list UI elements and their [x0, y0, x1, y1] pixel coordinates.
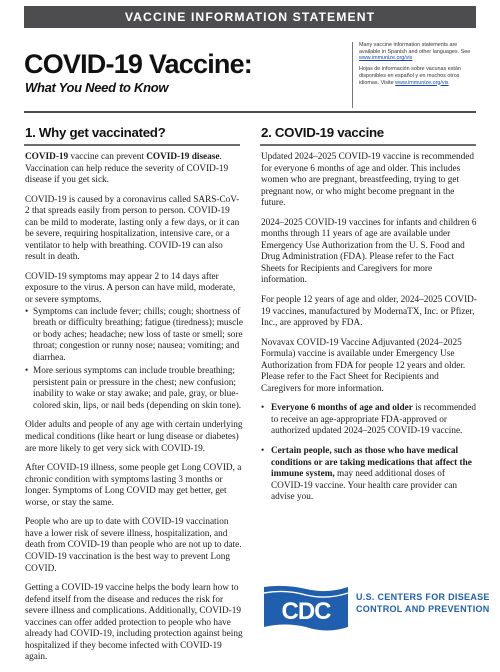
cdc-logo-icon	[264, 584, 348, 630]
list-item	[261, 403, 477, 438]
bold-text: Everyone 6 months of age and older	[271, 403, 413, 414]
section-2-heading: 2. COVID-19 vaccine	[261, 125, 384, 140]
cdc-name-line-1: U.S. CENTERS FOR DISEASE	[356, 592, 490, 602]
list-item: • More serious symptoms can include trouble breathing; persistent pain or pressure in the chest; new confusion; inability to wake or stay awake; and pale, gray, or blue-colored skin, lips, or nail beds (depending on skin tone).	[25, 366, 243, 412]
list-item	[261, 446, 477, 504]
section-1-divider	[24, 144, 240, 146]
section-1-body	[25, 152, 243, 672]
immunize-link-spanish[interactable]: www.immunize.org/vis	[395, 79, 449, 86]
cdc-logo-block	[264, 584, 490, 632]
body-text: vaccine can prevent	[68, 152, 147, 162]
bold-text: COVID-19 disease	[146, 152, 220, 162]
bold-text: COVID-19	[25, 152, 69, 162]
section-1-paragraph: People who are up to date with COVID-19 vaccination have a lower risk of severe illness, hospitalization, and death from COVID-19 than people who are not up to date. COVID-19 vaccination is the best way to prevent Long COVID.	[25, 517, 242, 574]
section-1-paragraph	[25, 152, 243, 187]
section-2-paragraph: Novavax COVID-19 Vaccine Adjuvanted (2024–2025 Formula) vaccine is available under Emergency Use Authorization from FDA for people 12 years and older. Please refer to the Fact Sheet for Recipients and Caregivers for more information.	[261, 337, 466, 394]
section-2-body	[261, 152, 477, 512]
body-text: may need additional doses of COVID-19 vaccine. Your health care provider can advise you.	[271, 469, 457, 503]
languages-note	[352, 42, 476, 108]
section-2-paragraph: 2024–2025 COVID-19 vaccines for infants and children 6 months through 11 years of age are available under Emergency Use Authorization from the U. S. Food and Drug Administration (FDA). Please refer to the Fact Sheets for Recipients and Caregivers for more information.	[261, 217, 477, 286]
english-note-text: Many vaccine information statements are available in Spanish and other languages. See	[359, 42, 471, 55]
languages-note-english	[359, 42, 476, 62]
body-text: . Vaccination can help reduce the severity of COVID-19 disease if you get sick.	[25, 152, 229, 186]
immunize-link-english[interactable]: www.immunize.org/vis	[359, 55, 413, 62]
recommendation-list	[261, 403, 477, 503]
cdc-name	[356, 591, 490, 615]
bold-text: Certain people, such as those who have medical conditions or are taking medications that affect the immune system,	[271, 446, 472, 480]
cdc-name-line-2: CONTROL AND PREVENTION	[356, 604, 490, 614]
section-1-paragraph: Older adults and people of any age with certain underlying medical conditions (like heart or lung disease or diabetes) are more likely to get very sick with COVID-19.	[25, 420, 243, 454]
vis-banner: VACCINE INFORMATION STATEMENT	[24, 6, 476, 28]
header-divider	[24, 111, 476, 113]
section-2-paragraph: Updated 2024–2025 COVID-19 vaccine is recommended for everyone 6 months of age and older. This includes women who are pregnant, breastfeeding, trying to get pregnant now, or who might become pregnant in the future.	[261, 152, 474, 209]
symptom-list	[25, 307, 243, 413]
section-1-paragraph: COVID-19 is caused by a coronavirus called SARS-CoV-2 that spreads easily from person to person. COVID-19 can be mild to moderate, lasting only a few days, or it can be severe, requiring hospitalization, intensive care, or a ventilator to help with breathing. COVID-19 can also result in death.	[25, 194, 240, 263]
section-1-paragraph: Getting a COVID-19 vaccine helps the body learn how to defend itself from the disease and reduces the risk for severe illness and complications. Additionally, COVID-19 vaccines can offer added protection to people who have already had COVID-19, including protection against being hospitalized if they become infected with COVID-19 again.	[25, 583, 243, 663]
cdc-logo-lettering: CDC	[281, 598, 331, 625]
page-title: COVID-19 Vaccine:	[24, 49, 253, 79]
page-subtitle: What You Need to Know	[25, 80, 169, 95]
section-1-heading: 1. Why get vaccinated?	[25, 125, 166, 140]
section-1-paragraph: COVID-19 symptoms may appear 2 to 14 days after exposure to the virus. A person can have mild, moderate, or severe symptoms.	[25, 271, 236, 306]
body-text: is recommended to receive an age-appropriate FDA-approved or authorized updated 2024–2025 COVID-19 vaccine.	[271, 403, 477, 437]
list-item: • Symptoms can include fever; chills; cough; shortness of breath or difficulty breathing; fatigue (tiredness); muscle or body aches; headache; new loss of taste or smell; sore throat; congestion or runny nose; nausea; vomiting; and diarrhea.	[25, 307, 243, 365]
languages-note-spanish	[359, 66, 476, 86]
section-2-paragraph: For people 12 years of age and older, 2024–2025 COVID-19 vaccines, manufactured by ModernaTX, Inc. or Pfizer, Inc., are approved by FDA.	[261, 295, 477, 329]
spanish-note-text: Hojas de información sobre vacunas están disponibles en español y en muchos otros idiomas. Visite	[359, 66, 461, 86]
section-2-divider	[260, 144, 476, 146]
section-1-paragraph: After COVID-19 illness, some people get Long COVID, a chronic condition with symptoms lasting 3 months or longer. Symptoms of Long COVID may get better, get worse, or stay the same.	[25, 463, 242, 508]
